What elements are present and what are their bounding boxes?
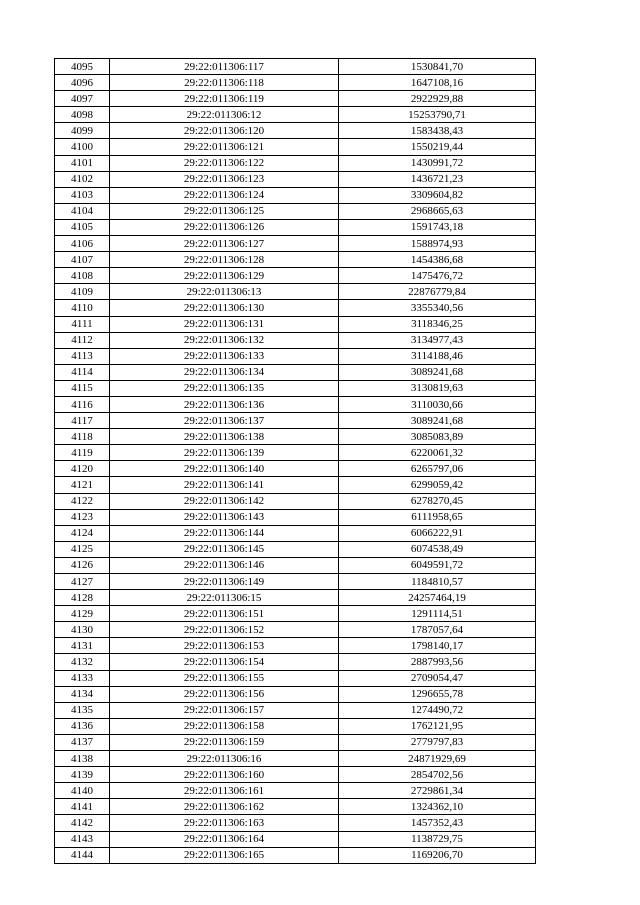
cadastral-value-cell: 3089241,68 xyxy=(339,364,536,380)
cadastral-number-cell: 29:22:011306:155 xyxy=(110,670,339,686)
row-number-cell: 4119 xyxy=(55,445,110,461)
table-row xyxy=(55,590,536,606)
cadastral-number-cell: 29:22:011306:160 xyxy=(110,767,339,783)
cadastral-value-cell: 1588974,93 xyxy=(339,236,536,252)
cadastral-number-cell: 29:22:011306:124 xyxy=(110,187,339,203)
cadastral-number-cell: 29:22:011306:164 xyxy=(110,831,339,847)
cadastral-number-cell: 29:22:011306:159 xyxy=(110,734,339,750)
table-row xyxy=(55,171,536,187)
row-number-cell: 4139 xyxy=(55,767,110,783)
cadastral-number-cell: 29:22:011306:154 xyxy=(110,654,339,670)
table-row xyxy=(55,654,536,670)
table-body xyxy=(55,59,536,864)
cadastral-number-cell: 29:22:011306:128 xyxy=(110,252,339,268)
cadastral-number-cell: 29:22:011306:138 xyxy=(110,429,339,445)
row-number-cell: 4102 xyxy=(55,171,110,187)
cadastral-number-cell: 29:22:011306:135 xyxy=(110,380,339,396)
cadastral-number-cell: 29:22:011306:133 xyxy=(110,348,339,364)
table-row xyxy=(55,831,536,847)
cadastral-value-cell: 1457352,43 xyxy=(339,815,536,831)
row-number-cell: 4115 xyxy=(55,380,110,396)
cadastral-number-cell: 29:22:011306:136 xyxy=(110,396,339,412)
cadastral-value-cell: 1583438,43 xyxy=(339,123,536,139)
table-row xyxy=(55,461,536,477)
cadastral-number-cell: 29:22:011306:141 xyxy=(110,477,339,493)
row-number-cell: 4097 xyxy=(55,91,110,107)
table-row xyxy=(55,493,536,509)
row-number-cell: 4109 xyxy=(55,284,110,300)
cadastral-value-cell: 2887993,56 xyxy=(339,654,536,670)
cadastral-number-cell: 29:22:011306:165 xyxy=(110,847,339,863)
cadastral-number-cell: 29:22:011306:117 xyxy=(110,59,339,75)
table-row xyxy=(55,300,536,316)
table-row xyxy=(55,686,536,702)
row-number-cell: 4105 xyxy=(55,219,110,235)
row-number-cell: 4101 xyxy=(55,155,110,171)
cadastral-value-cell: 1296655,78 xyxy=(339,686,536,702)
cadastral-value-cell: 3110030,66 xyxy=(339,396,536,412)
table-row xyxy=(55,155,536,171)
cadastral-number-cell: 29:22:011306:125 xyxy=(110,203,339,219)
cadastral-value-cell: 15253790,71 xyxy=(339,107,536,123)
cadastral-value-cell: 1291114,51 xyxy=(339,606,536,622)
cadastral-value-cell: 1475476,72 xyxy=(339,268,536,284)
table-row xyxy=(55,574,536,590)
table-row xyxy=(55,477,536,493)
cadastral-value-cell: 1436721,23 xyxy=(339,171,536,187)
row-number-cell: 4133 xyxy=(55,670,110,686)
cadastral-number-cell: 29:22:011306:163 xyxy=(110,815,339,831)
row-number-cell: 4096 xyxy=(55,75,110,91)
cadastral-number-cell: 29:22:011306:153 xyxy=(110,638,339,654)
row-number-cell: 4110 xyxy=(55,300,110,316)
cadastral-value-cell: 1184810,57 xyxy=(339,574,536,590)
table-row xyxy=(55,203,536,219)
cadastral-value-cell: 2779797,83 xyxy=(339,734,536,750)
table-row xyxy=(55,75,536,91)
table-row xyxy=(55,751,536,767)
cadastral-value-cell: 3085083,89 xyxy=(339,429,536,445)
cadastral-number-cell: 29:22:011306:145 xyxy=(110,541,339,557)
table-row xyxy=(55,622,536,638)
cadastral-number-cell: 29:22:011306:151 xyxy=(110,606,339,622)
row-number-cell: 4108 xyxy=(55,268,110,284)
cadastral-value-cell: 1591743,18 xyxy=(339,219,536,235)
row-number-cell: 4113 xyxy=(55,348,110,364)
cadastral-value-cell: 6278270,45 xyxy=(339,493,536,509)
cadastral-value-cell: 1274490,72 xyxy=(339,702,536,718)
row-number-cell: 4100 xyxy=(55,139,110,155)
cadastral-number-cell: 29:22:011306:158 xyxy=(110,718,339,734)
table-row xyxy=(55,236,536,252)
cadastral-value-cell: 3118346,25 xyxy=(339,316,536,332)
cadastral-value-cell: 1550219,44 xyxy=(339,139,536,155)
cadastral-value-cell: 1762121,95 xyxy=(339,718,536,734)
table-row xyxy=(55,219,536,235)
cadastral-value-cell: 3134977,43 xyxy=(339,332,536,348)
cadastral-number-cell: 29:22:011306:129 xyxy=(110,268,339,284)
cadastral-value-cell: 3309604,82 xyxy=(339,187,536,203)
row-number-cell: 4120 xyxy=(55,461,110,477)
cadastral-value-cell: 1787057,64 xyxy=(339,622,536,638)
table-row xyxy=(55,284,536,300)
cadastral-number-cell: 29:22:011306:132 xyxy=(110,332,339,348)
cadastral-number-cell: 29:22:011306:157 xyxy=(110,702,339,718)
cadastral-number-cell: 29:22:011306:162 xyxy=(110,799,339,815)
row-number-cell: 4144 xyxy=(55,847,110,863)
table-row xyxy=(55,91,536,107)
cadastral-value-cell: 24871929,69 xyxy=(339,751,536,767)
row-number-cell: 4121 xyxy=(55,477,110,493)
table-row xyxy=(55,509,536,525)
cadastral-number-cell: 29:22:011306:15 xyxy=(110,590,339,606)
cadastral-value-cell: 2729861,34 xyxy=(339,783,536,799)
row-number-cell: 4107 xyxy=(55,252,110,268)
row-number-cell: 4138 xyxy=(55,751,110,767)
table-row xyxy=(55,252,536,268)
cadastral-number-cell: 29:22:011306:16 xyxy=(110,751,339,767)
table-row xyxy=(55,767,536,783)
cadastral-value-cell: 1324362,10 xyxy=(339,799,536,815)
table-row xyxy=(55,364,536,380)
table-row xyxy=(55,638,536,654)
row-number-cell: 4142 xyxy=(55,815,110,831)
row-number-cell: 4136 xyxy=(55,718,110,734)
cadastral-number-cell: 29:22:011306:12 xyxy=(110,107,339,123)
table-row xyxy=(55,783,536,799)
row-number-cell: 4106 xyxy=(55,236,110,252)
row-number-cell: 4122 xyxy=(55,493,110,509)
row-number-cell: 4098 xyxy=(55,107,110,123)
table-row xyxy=(55,815,536,831)
cadastral-value-cell: 6049591,72 xyxy=(339,557,536,573)
row-number-cell: 4135 xyxy=(55,702,110,718)
cadastral-number-cell: 29:22:011306:143 xyxy=(110,509,339,525)
cadastral-number-cell: 29:22:011306:127 xyxy=(110,236,339,252)
table-row xyxy=(55,139,536,155)
row-number-cell: 4114 xyxy=(55,364,110,380)
table-row xyxy=(55,670,536,686)
cadastral-value-cell: 6299059,42 xyxy=(339,477,536,493)
table-row xyxy=(55,316,536,332)
row-number-cell: 4128 xyxy=(55,590,110,606)
cadastral-number-cell: 29:22:011306:130 xyxy=(110,300,339,316)
row-number-cell: 4131 xyxy=(55,638,110,654)
cadastral-value-cell: 6111958,65 xyxy=(339,509,536,525)
table-row xyxy=(55,429,536,445)
table-row xyxy=(55,59,536,75)
cadastral-value-cell: 6220061,32 xyxy=(339,445,536,461)
table-row xyxy=(55,332,536,348)
row-number-cell: 4126 xyxy=(55,557,110,573)
cadastral-value-cell: 6074538,49 xyxy=(339,541,536,557)
cadastral-value-cell: 6265797,06 xyxy=(339,461,536,477)
cadastral-value-cell: 2709054,47 xyxy=(339,670,536,686)
row-number-cell: 4130 xyxy=(55,622,110,638)
cadastral-value-cell: 6066222,91 xyxy=(339,525,536,541)
cadastral-number-cell: 29:22:011306:134 xyxy=(110,364,339,380)
cadastral-number-cell: 29:22:011306:118 xyxy=(110,75,339,91)
row-number-cell: 4095 xyxy=(55,59,110,75)
cadastral-number-cell: 29:22:011306:120 xyxy=(110,123,339,139)
cadastral-number-cell: 29:22:011306:123 xyxy=(110,171,339,187)
cadastral-value-cell: 1530841,70 xyxy=(339,59,536,75)
cadastral-value-cell: 1169206,70 xyxy=(339,847,536,863)
cadastral-number-cell: 29:22:011306:144 xyxy=(110,525,339,541)
table-row xyxy=(55,348,536,364)
table-row xyxy=(55,123,536,139)
table-row xyxy=(55,525,536,541)
table-row xyxy=(55,187,536,203)
row-number-cell: 4123 xyxy=(55,509,110,525)
cadastral-number-cell: 29:22:011306:139 xyxy=(110,445,339,461)
cadastral-value-cell: 3114188,46 xyxy=(339,348,536,364)
row-number-cell: 4118 xyxy=(55,429,110,445)
table-row xyxy=(55,702,536,718)
row-number-cell: 4117 xyxy=(55,413,110,429)
table-row xyxy=(55,380,536,396)
row-number-cell: 4116 xyxy=(55,396,110,412)
cadastral-value-cell: 2968665,63 xyxy=(339,203,536,219)
row-number-cell: 4137 xyxy=(55,734,110,750)
row-number-cell: 4124 xyxy=(55,525,110,541)
table-row xyxy=(55,718,536,734)
cadastral-value-cell: 3089241,68 xyxy=(339,413,536,429)
cadastral-number-cell: 29:22:011306:146 xyxy=(110,557,339,573)
row-number-cell: 4099 xyxy=(55,123,110,139)
table-row xyxy=(55,799,536,815)
cadastral-number-cell: 29:22:011306:152 xyxy=(110,622,339,638)
table-row xyxy=(55,445,536,461)
table-row xyxy=(55,734,536,750)
table-row xyxy=(55,606,536,622)
cadastral-number-cell: 29:22:011306:131 xyxy=(110,316,339,332)
cadastral-number-cell: 29:22:011306:119 xyxy=(110,91,339,107)
cadastral-number-cell: 29:22:011306:161 xyxy=(110,783,339,799)
cadastral-value-cell: 22876779,84 xyxy=(339,284,536,300)
cadastral-number-cell: 29:22:011306:126 xyxy=(110,219,339,235)
cadastral-number-cell: 29:22:011306:140 xyxy=(110,461,339,477)
table-row xyxy=(55,557,536,573)
cadastral-value-cell: 1798140,17 xyxy=(339,638,536,654)
table-row xyxy=(55,541,536,557)
row-number-cell: 4103 xyxy=(55,187,110,203)
row-number-cell: 4141 xyxy=(55,799,110,815)
row-number-cell: 4134 xyxy=(55,686,110,702)
row-number-cell: 4111 xyxy=(55,316,110,332)
row-number-cell: 4140 xyxy=(55,783,110,799)
cadastral-value-cell: 1647108,16 xyxy=(339,75,536,91)
row-number-cell: 4127 xyxy=(55,574,110,590)
cadastral-value-cell: 1430991,72 xyxy=(339,155,536,171)
cadastral-value-cell: 2854702,56 xyxy=(339,767,536,783)
row-number-cell: 4125 xyxy=(55,541,110,557)
cadastral-value-cell: 1138729,75 xyxy=(339,831,536,847)
row-number-cell: 4112 xyxy=(55,332,110,348)
cadastral-number-cell: 29:22:011306:121 xyxy=(110,139,339,155)
cadastral-value-cell: 3355340,56 xyxy=(339,300,536,316)
cadastral-value-cell: 3130819,63 xyxy=(339,380,536,396)
row-number-cell: 4132 xyxy=(55,654,110,670)
row-number-cell: 4104 xyxy=(55,203,110,219)
cadastral-value-cell: 1454386,68 xyxy=(339,252,536,268)
cadastral-number-cell: 29:22:011306:13 xyxy=(110,284,339,300)
cadastral-number-cell: 29:22:011306:156 xyxy=(110,686,339,702)
table-row xyxy=(55,847,536,863)
row-number-cell: 4129 xyxy=(55,606,110,622)
cadastral-value-cell: 24257464,19 xyxy=(339,590,536,606)
row-number-cell: 4143 xyxy=(55,831,110,847)
table-row xyxy=(55,396,536,412)
cadastral-value-cell: 2922929,88 xyxy=(339,91,536,107)
table-row xyxy=(55,268,536,284)
cadastral-number-cell: 29:22:011306:137 xyxy=(110,413,339,429)
cadastral-value-table xyxy=(54,58,536,864)
cadastral-number-cell: 29:22:011306:122 xyxy=(110,155,339,171)
table-row xyxy=(55,107,536,123)
cadastral-number-cell: 29:22:011306:149 xyxy=(110,574,339,590)
cadastral-number-cell: 29:22:011306:142 xyxy=(110,493,339,509)
table-row xyxy=(55,413,536,429)
